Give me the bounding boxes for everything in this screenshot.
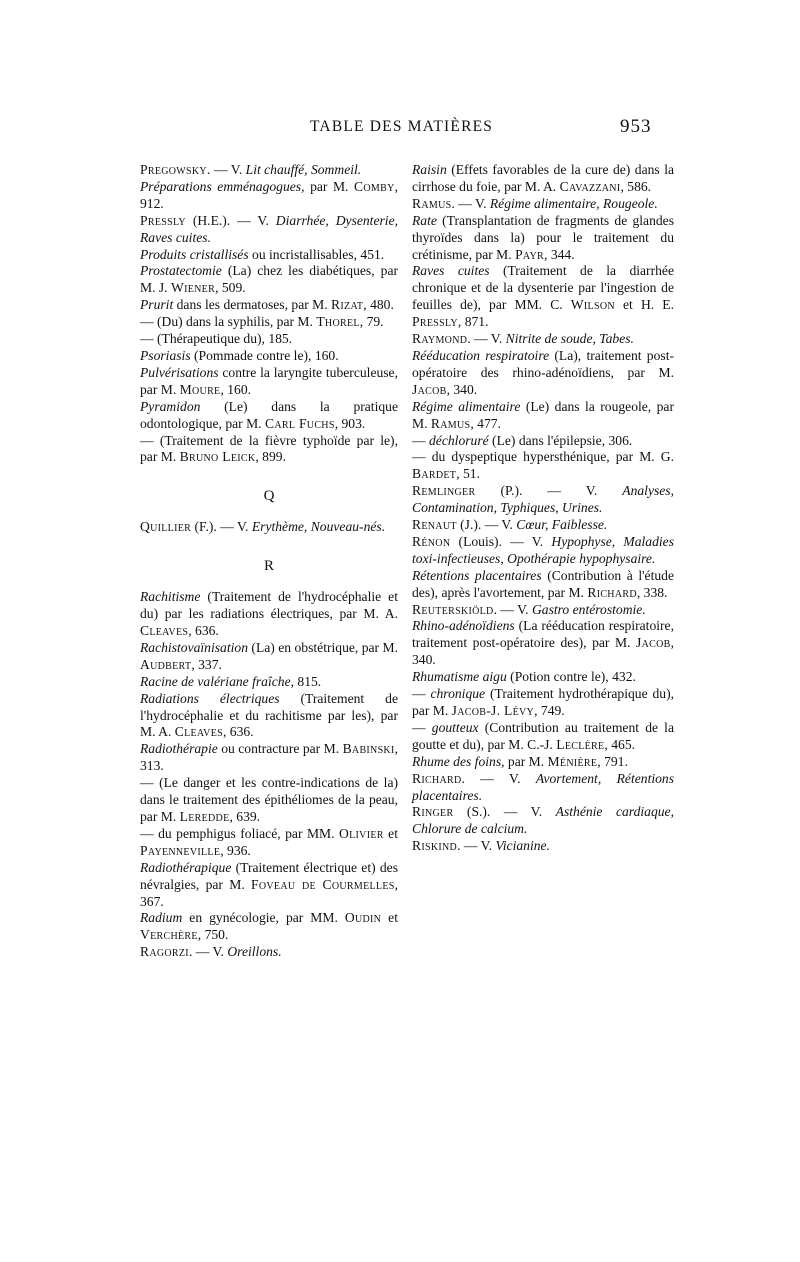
index-entry: Radiothérapique (Traitement électrique et) des névralgies, par M. Foveau de Courmelles, 367. — [140, 859, 398, 909]
index-column-left — [140, 162, 398, 961]
index-entry: Ramus. — V. Régime alimentaire, Rougeole. — [412, 195, 658, 211]
index-entry: Radiations électriques (Traitement de l'hydrocéphalie et du rachitisme par les), par M. A. Cleaves, 636. — [140, 690, 398, 740]
index-entry: Prostatectomie (La) chez les diabétiques, par M. J. Wiener, 509. — [140, 263, 398, 296]
index-entry: Rétentions placentaires (Contribution à l'étude des), après l'avortement, par M. Richard, 338. — [412, 567, 674, 600]
index-entry: Psoriasis (Pommade contre le), 160. — [140, 347, 339, 363]
index-entry: — du pemphigus foliacé, par MM. Olivier et Payenneville, 936. — [140, 825, 398, 858]
index-entry: — (Thérapeutique du), 185. — [140, 331, 293, 347]
index-entry: Pressly (H.E.). — V. Diarrhée, Dysenterie, Raves cuites. — [140, 212, 398, 245]
index-entry: — goutteux (Contribution au traitement de la goutte et du), par M. C.-J. Leclère, 465. — [412, 719, 674, 752]
index-entry: Prurit dans les dermatoses, par M. Rizat, 480. — [140, 297, 394, 313]
index-entry: Richard. — V. Avortement, Rétentions placentaires. — [412, 770, 675, 803]
index-entry: Radium en gynécologie, par MM. Oudin et Verchère, 750. — [140, 910, 398, 943]
index-entry: — du dyspeptique hypersthénique, par M. G. Bardet, 51. — [412, 449, 674, 482]
index-column-right — [412, 162, 674, 855]
section-letter-r: R — [263, 558, 274, 575]
index-entry: Préparations emménagogues, par M. Comby, 912. — [140, 178, 398, 211]
index-entry: Rénon (Louis). — V. Hypophyse, Maladies toxi-infectieuses, Opothérapie hypophysaire. — [412, 533, 674, 566]
running-title: TABLE DES MATIÈRES — [310, 118, 494, 135]
index-entry: Rachitisme (Traitement de l'hydrocéphalie et du) par les radiations électriques, par M. A. Cleaves, 636. — [140, 589, 398, 639]
index-entry: Rachistovaïnisation (La) en obstétrique, par M. Audbert, 337. — [140, 639, 398, 672]
index-entry: — (Traitement de la fièvre typhoïde par le), par M. Bruno Leick, 899. — [140, 432, 398, 465]
index-entry: Raisin (Effets favorables de la cure de) dans la cirrhose du foie, par M. A. Cavazzani, 586. — [412, 162, 674, 194]
index-entry: Rate (Transplantation de fragments de glandes thyroïdes dans la) pour le traitement du crétinisme, par M. Payr, 344. — [412, 212, 674, 262]
index-entry: Pregowsky. — V. Lit chauffé, Sommeil. — [140, 162, 362, 177]
section-letter-q: Q — [263, 488, 275, 505]
index-entry: Rééducation respiratoire (La), traitement post-opératoire des rhino-adénoïdiens, par M. Jacob, 340. — [412, 347, 674, 397]
index-entry: Rhino-adénoïdiens (La rééducation respiratoire, traitement post-opératoire des), par M. Jacob, 340. — [412, 618, 674, 668]
index-entry: Radiothérapie ou contracture par M. Babinski, 313. — [140, 741, 398, 774]
index-entry: Raves cuites (Traitement de la diarrhée chronique et de la dysenterie par l'ingestion de feuilles de), par MM. C. Wilson et H. E. Pressly, 871. — [412, 263, 674, 330]
index-entry: Régime alimentaire (Le) dans la rougeole, par M. Ramus, 477. — [412, 398, 674, 431]
index-entry: Riskind. — V. Vicianine. — [412, 838, 550, 854]
index-entry: — déchloruré (Le) dans l'épilepsie, 306. — [412, 432, 633, 448]
index-entry: Produits cristallisés ou incristallisables, 451. — [140, 246, 385, 262]
page-header — [0, 118, 800, 142]
index-entry: Rhume des foins, par M. Ménière, 791. — [412, 753, 628, 769]
index-entry: Ragorzi. — V. Oreillons. — [140, 944, 282, 960]
index-entry: — (Le danger et les contre-indications de la) dans le traitement des épithéliomes de la peau, par M. Lereddе, 639. — [140, 775, 398, 824]
index-entry: Ringer (S.). — V. Asthénie cardiaque, Chlorure de calcium. — [412, 804, 674, 837]
index-entry: Reuterskiöld. — V. Gastro entérostomie. — [412, 601, 646, 617]
page-number: 953 — [620, 116, 652, 137]
index-entry: Pulvérisations contre la laryngite tuberculeuse, par M. Moure, 160. — [140, 364, 398, 397]
index-entry: — chronique (Traitement hydrothérapique du), par M. Jacob-J. Lévy, 749. — [412, 686, 674, 718]
index-entry: Racine de valériane fraîche, 815. — [140, 673, 322, 689]
index-entry: Renaut (J.). — V. Cœur, Faiblesse. — [412, 517, 608, 533]
index-entry: Rhumatisme aigu (Potion contre le), 432. — [412, 669, 636, 685]
index-entry: Pyramidon (Le) dans la pratique odontologique, par M. Carl Fuchs, 903. — [140, 398, 398, 431]
index-entry: Remlinger (P.). — V. Analyses, Contamination, Typhiques, Urines. — [412, 483, 674, 516]
index-entry: — (Du) dans la syphilis, par M. Thorel, 79. — [140, 314, 384, 330]
index-entry: Raymond. — V. Nitrite de soude, Tabes. — [412, 331, 634, 347]
index-entry: Quillier (F.). — V. Erythème, Nouveau-nés. — [140, 519, 386, 535]
